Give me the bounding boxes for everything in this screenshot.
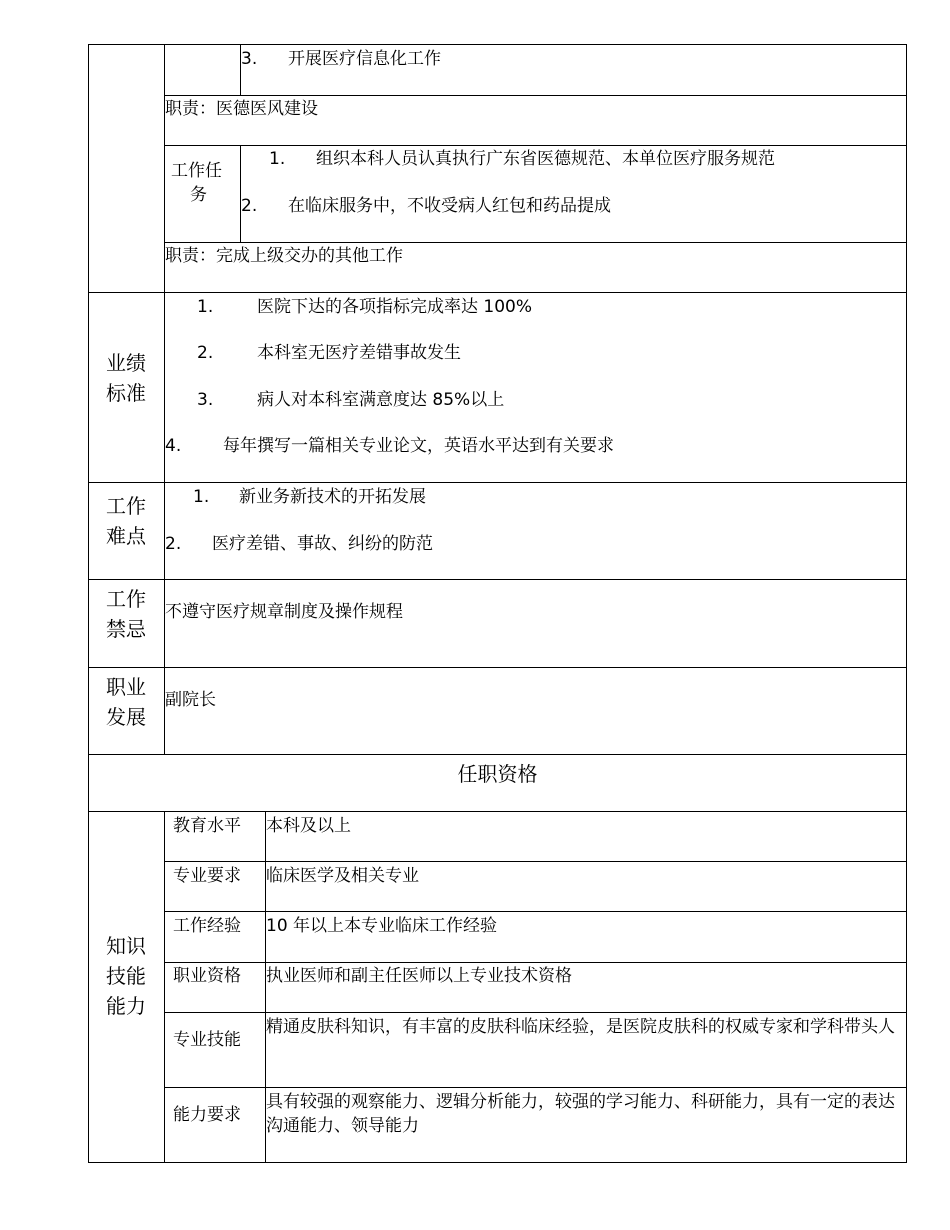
knowledge-row-line-4 bbox=[164, 1012, 906, 1013]
difficulty-item1-text: 新业务新技术的开拓发展 bbox=[239, 487, 426, 507]
task2-number: 2. bbox=[241, 196, 258, 216]
performance-item3-text: 病人对本科室满意度达 85%以上 bbox=[257, 390, 505, 410]
performance-item1-number: 1. bbox=[197, 297, 214, 317]
taboo-text: 不遵守医疗规章制度及操作规程 bbox=[165, 602, 403, 622]
task1-number: 1. bbox=[269, 149, 286, 169]
table-border-bottom bbox=[88, 1162, 907, 1163]
performance-item4-text: 每年撰写一篇相关专业论文，英语水平达到有关要求 bbox=[223, 436, 614, 456]
row-line-6 bbox=[88, 579, 907, 580]
task2-text: 在临床服务中，不收受病人红包和药品提成 bbox=[288, 196, 611, 216]
knowledge-value-education: 本科及以上 bbox=[266, 816, 351, 836]
knowledge-label-line2: 技能 bbox=[106, 964, 146, 988]
knowledge-value-skills: 精通皮肤科知识，有丰富的皮肤科临床经验，是医院皮肤科的权威专家和学科带头人 bbox=[266, 1017, 895, 1037]
row-line-2 bbox=[164, 145, 906, 146]
performance-item3-number: 3. bbox=[197, 390, 214, 410]
knowledge-value-experience: 10 年以上本专业临床工作经验 bbox=[266, 916, 498, 936]
career-text: 副院长 bbox=[165, 690, 216, 710]
career-label-line2: 发展 bbox=[106, 705, 146, 729]
work-task-label-line1: 工作任 bbox=[171, 161, 222, 181]
knowledge-row-line-3 bbox=[164, 962, 906, 963]
row-line-8 bbox=[88, 754, 907, 755]
duty-other-work-title: 职责：完成上级交办的其他工作 bbox=[165, 246, 403, 266]
taboo-label-line2: 禁忌 bbox=[106, 617, 146, 641]
difficulty-item2-number: 2. bbox=[165, 534, 182, 554]
duty-medical-ethics-title: 职责：医德医风建设 bbox=[165, 99, 318, 119]
knowledge-key-experience: 工作经验 bbox=[173, 916, 241, 936]
difficulty-item1-number: 1. bbox=[193, 487, 210, 507]
performance-item2-number: 2. bbox=[197, 343, 214, 363]
knowledge-row-line-2 bbox=[164, 911, 906, 912]
difficulty-label-line1: 工作 bbox=[106, 494, 146, 518]
knowledge-row-line-1 bbox=[164, 861, 906, 862]
work-task-label-line2: 务 bbox=[190, 185, 207, 205]
row-line-1 bbox=[164, 95, 906, 96]
performance-item1-text: 医院下达的各项指标完成率达 100% bbox=[257, 297, 533, 317]
performance-item2-text: 本科室无医疗差错事故发生 bbox=[257, 343, 461, 363]
performance-item4-number: 4. bbox=[165, 436, 182, 456]
label-column-divider bbox=[164, 44, 165, 755]
row-line-3 bbox=[164, 242, 906, 243]
knowledge-key-major: 专业要求 bbox=[173, 866, 241, 886]
row-line-4 bbox=[88, 292, 907, 293]
qualification-title: 任职资格 bbox=[457, 762, 538, 786]
performance-label-line1: 业绩 bbox=[106, 351, 146, 375]
table-border-top bbox=[88, 44, 907, 45]
row-line-5 bbox=[88, 482, 907, 483]
knowledge-label-divider bbox=[164, 811, 165, 1162]
difficulty-item2-text: 医疗差错、事故、纠纷的防范 bbox=[212, 534, 433, 554]
item3-text: 开展医疗信息化工作 bbox=[288, 49, 441, 69]
row-line-9 bbox=[88, 811, 907, 812]
knowledge-value-major: 临床医学及相关专业 bbox=[266, 866, 419, 886]
task1-text: 组织本科人员认真执行广东省医德规范、本单位医疗服务规范 bbox=[316, 149, 775, 169]
knowledge-key-ability: 能力要求 bbox=[173, 1105, 241, 1125]
row-line-7 bbox=[88, 667, 907, 668]
knowledge-row-line-5 bbox=[164, 1087, 906, 1088]
knowledge-label-line1: 知识 bbox=[106, 934, 146, 958]
knowledge-key-qualification: 职业资格 bbox=[173, 966, 241, 986]
knowledge-value-ability: 具有较强的观察能力、逻辑分析能力，较强的学习能力、科研能力，具有一定的表达沟通能力、领导能力 bbox=[266, 1092, 895, 1136]
knowledge-value-qualification: 执业医师和副主任医师以上专业技术资格 bbox=[266, 966, 572, 986]
table-border-right bbox=[906, 44, 907, 1163]
career-label-line1: 职业 bbox=[106, 675, 146, 699]
taboo-label-line1: 工作 bbox=[106, 587, 146, 611]
knowledge-label-line3: 能力 bbox=[106, 994, 146, 1018]
performance-label-line2: 标准 bbox=[106, 381, 146, 405]
knowledge-key-skills: 专业技能 bbox=[173, 1030, 241, 1050]
difficulty-label-line2: 难点 bbox=[106, 524, 146, 548]
item3-number: 3. bbox=[241, 49, 258, 69]
knowledge-key-education: 教育水平 bbox=[173, 816, 241, 836]
